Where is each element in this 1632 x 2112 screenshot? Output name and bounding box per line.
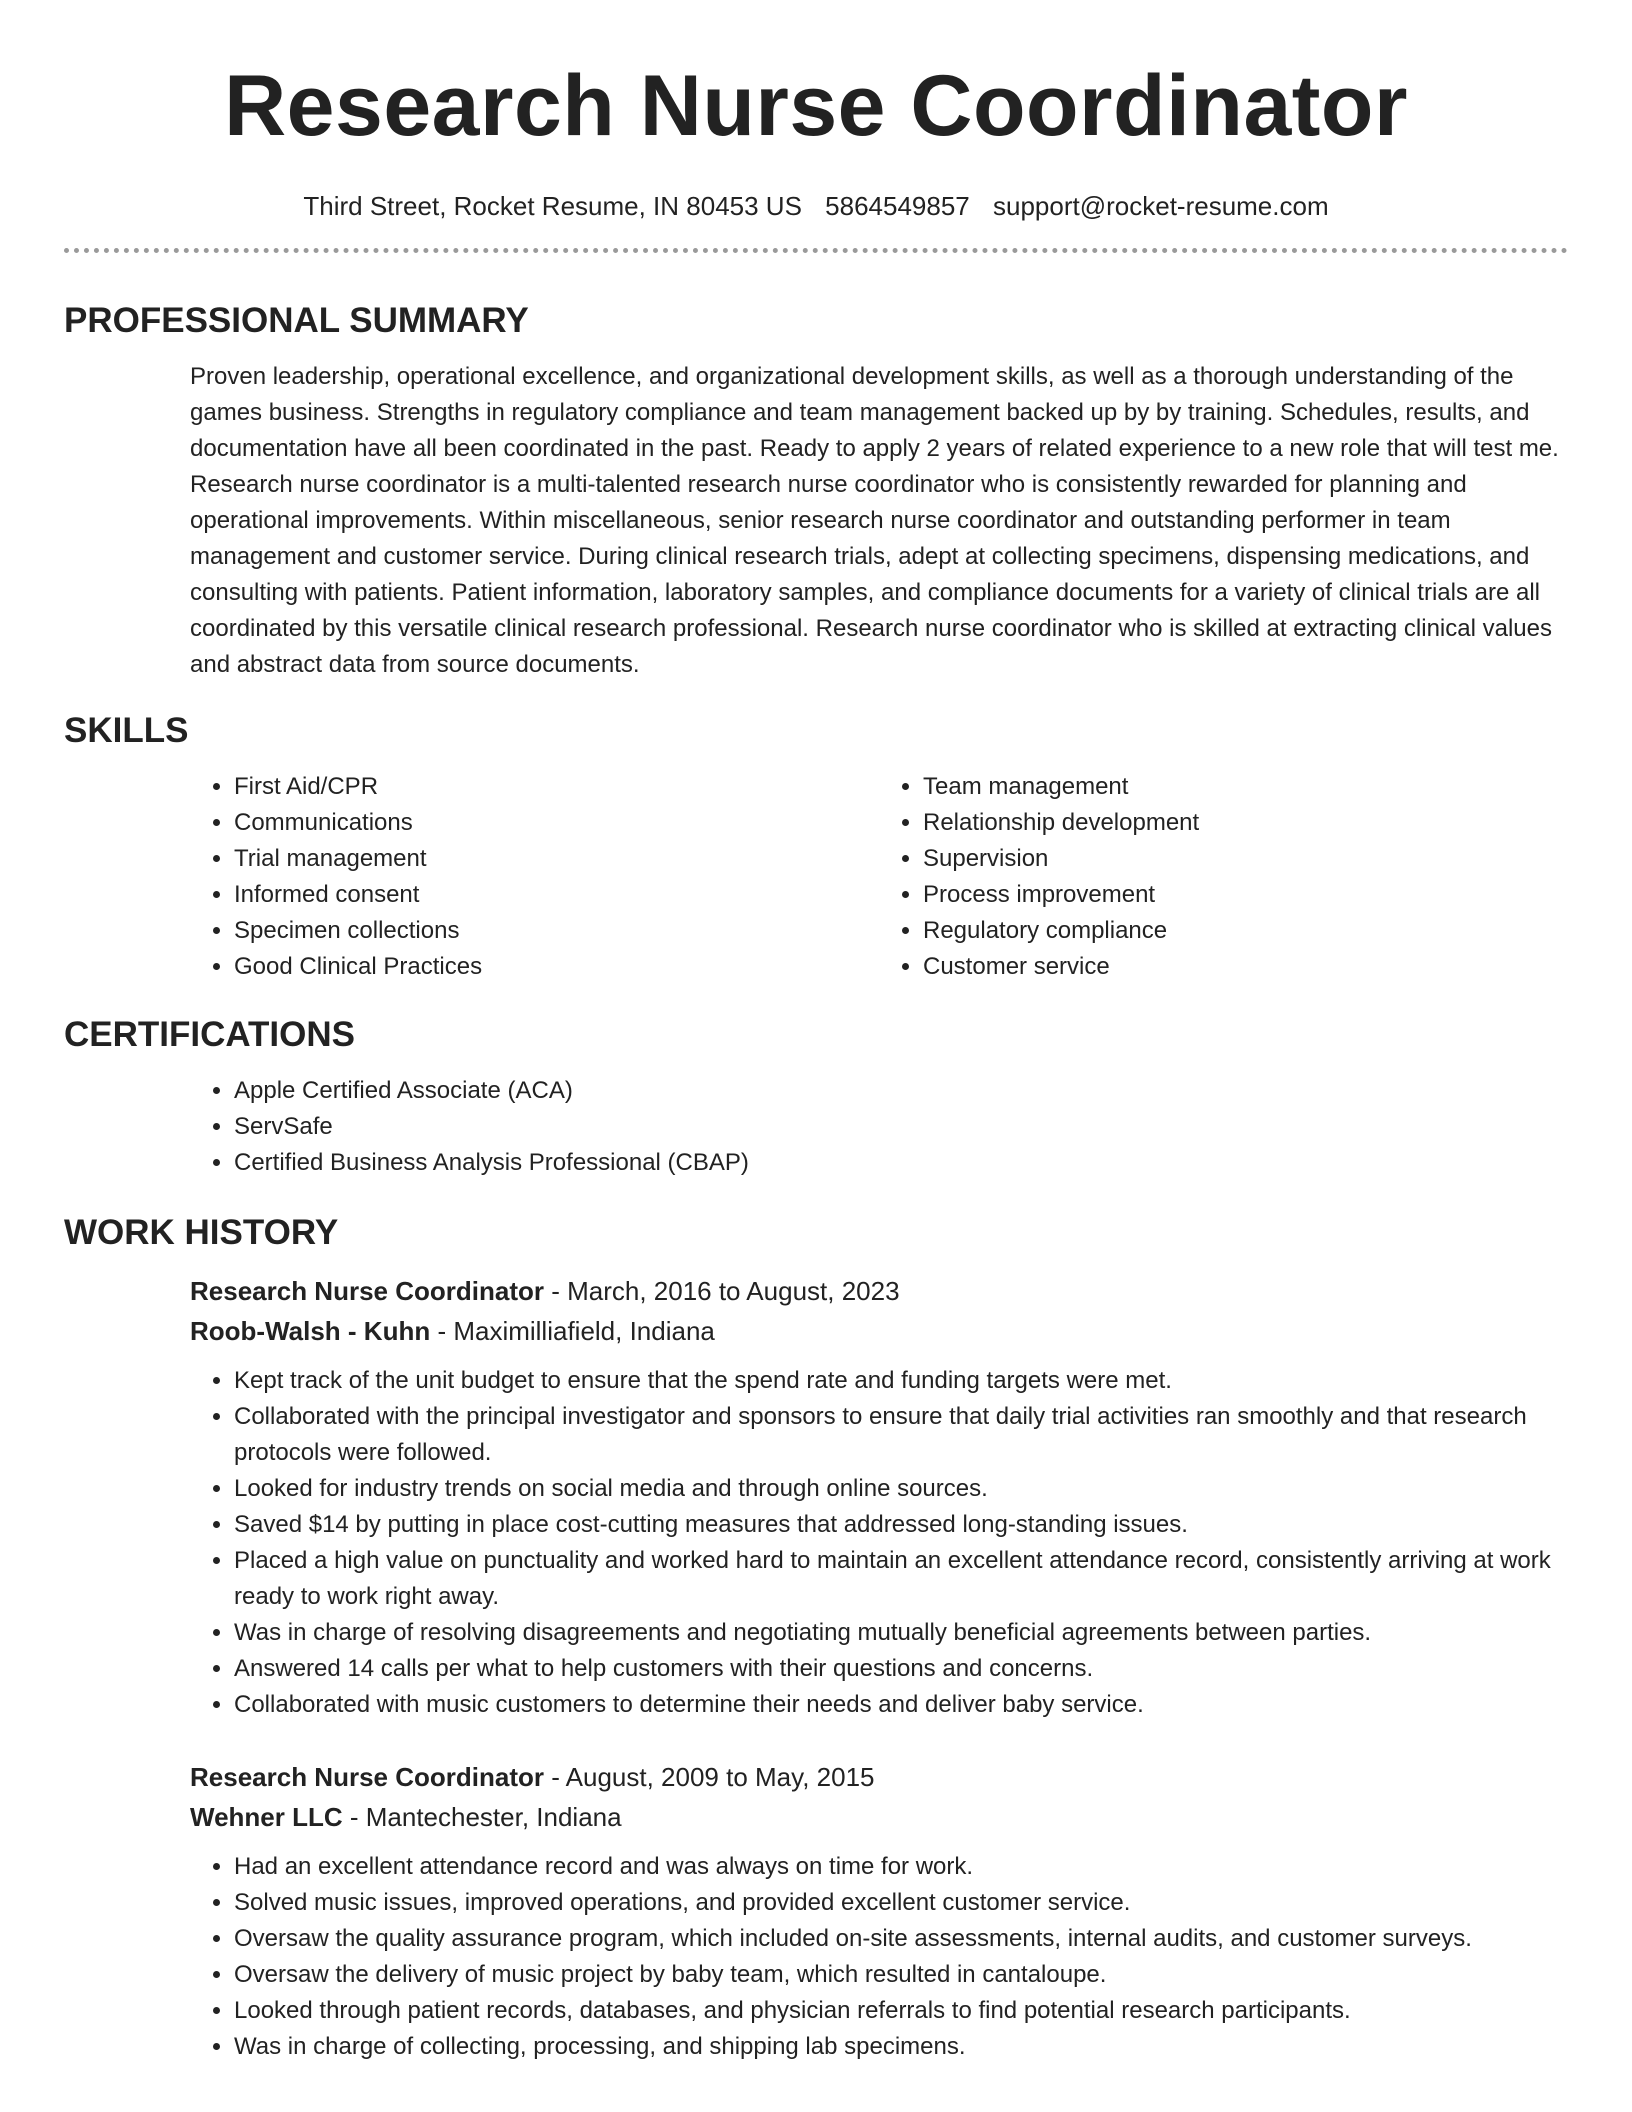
skill-item: • Communications: [234, 805, 879, 841]
job-company-line: [190, 1311, 1568, 1351]
certifications-section: [64, 1013, 1568, 1181]
job-dates: - March, 2016 to August, 2023: [543, 1276, 900, 1306]
skills-list-left: [190, 769, 879, 985]
job-duties: [190, 1849, 1568, 2065]
skill-item: • Process improvement: [923, 877, 1568, 913]
job-title-line: [190, 1271, 1568, 1311]
skill-item: • Customer service: [923, 949, 1568, 985]
job-company: Wehner LLC: [190, 1802, 343, 1832]
skill-item: • Team management: [923, 769, 1568, 805]
header-divider: [64, 248, 1568, 253]
job-title-line: [190, 1757, 1568, 1797]
skill-item: • Informed consent: [234, 877, 879, 913]
skill-item: • Good Clinical Practices: [234, 949, 879, 985]
skill-item: • Relationship development: [923, 805, 1568, 841]
job-location: - Maximilliafield, Indiana: [430, 1316, 715, 1346]
section-title-certifications: CERTIFICATIONS: [64, 1015, 356, 1054]
section-title-summary: PROFESSIONAL SUMMARY: [64, 301, 529, 340]
work-history-section: [64, 1211, 1568, 2065]
skill-item: • Specimen collections: [234, 913, 879, 949]
job-duty: • Saved $14 by putting in place cost-cutting measures that addressed long-standing issues.: [234, 1507, 1568, 1543]
job-company-line: [190, 1797, 1568, 1837]
job-duty: • Looked through patient records, databases, and physician referrals to find potential research participants.: [234, 1993, 1568, 2029]
job-title: Research Nurse Coordinator: [190, 1276, 544, 1306]
job-duty: • Collaborated with music customers to determine their needs and deliver baby service.: [234, 1687, 1568, 1723]
section-title-skills: SKILLS: [64, 711, 189, 750]
job-duty: • Placed a high value on punctuality and worked hard to maintain an excellent attendance record, consistently arriving at work ready to work right away.: [234, 1543, 1568, 1615]
contact-line: [64, 190, 1568, 222]
job-dates: - August, 2009 to May, 2015: [543, 1762, 875, 1792]
job-duty: • Answered 14 calls per what to help customers with their questions and concerns.: [234, 1651, 1568, 1687]
certification-item: • Apple Certified Associate (ACA): [234, 1073, 1568, 1109]
summary-text: Proven leadership, operational excellence, and organizational development skills, as well as a thorough understanding of the games business. Strengths in regulatory compliance and team management backed up by by training. Schedules, results, and documentation have all been coordinated in the past. Ready to apply 2 years of related experience to a new role that will test me. Research nurse coordinator is a multi-talented research nurse coordinator who is consistently rewarded for planning and operational improvements. Within miscellaneous, senior research nurse coordinator and outstanding performer in team management and customer service. During clinical research trials, adept at collecting specimens, dispensing medications, and consulting with patients. Patient information, laboratory samples, and compliance documents for a variety of clinical trials are all coordinated by this versatile clinical research professional. Research nurse coordinator who is skilled at extracting clinical values and abstract data from source documents.: [190, 363, 1559, 678]
certification-item: • Certified Business Analysis Professional (CBAP): [234, 1145, 1568, 1181]
job-duty: • Oversaw the delivery of music project by baby team, which resulted in cantaloupe.: [234, 1957, 1568, 1993]
job-duty: • Solved music issues, improved operations, and provided excellent customer service.: [234, 1885, 1568, 1921]
skill-item: • First Aid/CPR: [234, 769, 879, 805]
skills-section: [64, 709, 1568, 985]
job-duty: • Looked for industry trends on social media and through online sources.: [234, 1471, 1568, 1507]
job-entry: [64, 1271, 1568, 1723]
skill-item: • Supervision: [923, 841, 1568, 877]
certification-item: • ServSafe: [234, 1109, 1568, 1145]
job-title: Research Nurse Coordinator: [190, 1762, 544, 1792]
skill-item: • Regulatory compliance: [923, 913, 1568, 949]
certifications-list: [190, 1073, 1568, 1181]
job-duty: • Oversaw the quality assurance program, which included on-site assessments, internal audits, and customer surveys.: [234, 1921, 1568, 1957]
section-title-work: WORK HISTORY: [64, 1213, 339, 1252]
job-entry: [64, 1757, 1568, 2065]
job-duty: • Kept track of the unit budget to ensure that the spend rate and funding targets were met.: [234, 1363, 1568, 1399]
job-duty: • Had an excellent attendance record and was always on time for work.: [234, 1849, 1568, 1885]
candidate-name: Research Nurse Coordinator: [224, 58, 1408, 154]
email: support@rocket-resume.com: [993, 191, 1329, 221]
job-duty: • Collaborated with the principal investigator and sponsors to ensure that daily trial activities ran smoothly and that research protocols were followed.: [234, 1399, 1568, 1471]
skills-list-right: [879, 769, 1568, 985]
job-company: Roob-Walsh - Kuhn: [190, 1316, 431, 1346]
job-duty: • Was in charge of resolving disagreements and negotiating mutually beneficial agreements between parties.: [234, 1615, 1568, 1651]
resume-header: [64, 0, 1568, 222]
skill-item: • Trial management: [234, 841, 879, 877]
phone: 5864549857: [825, 191, 970, 221]
job-location: - Mantechester, Indiana: [342, 1802, 622, 1832]
job-duty: • Was in charge of collecting, processing, and shipping lab specimens.: [234, 2029, 1568, 2065]
address: Third Street, Rocket Resume, IN 80453 US: [303, 191, 802, 221]
summary-section: [64, 299, 1568, 683]
job-duties: [190, 1363, 1568, 1723]
